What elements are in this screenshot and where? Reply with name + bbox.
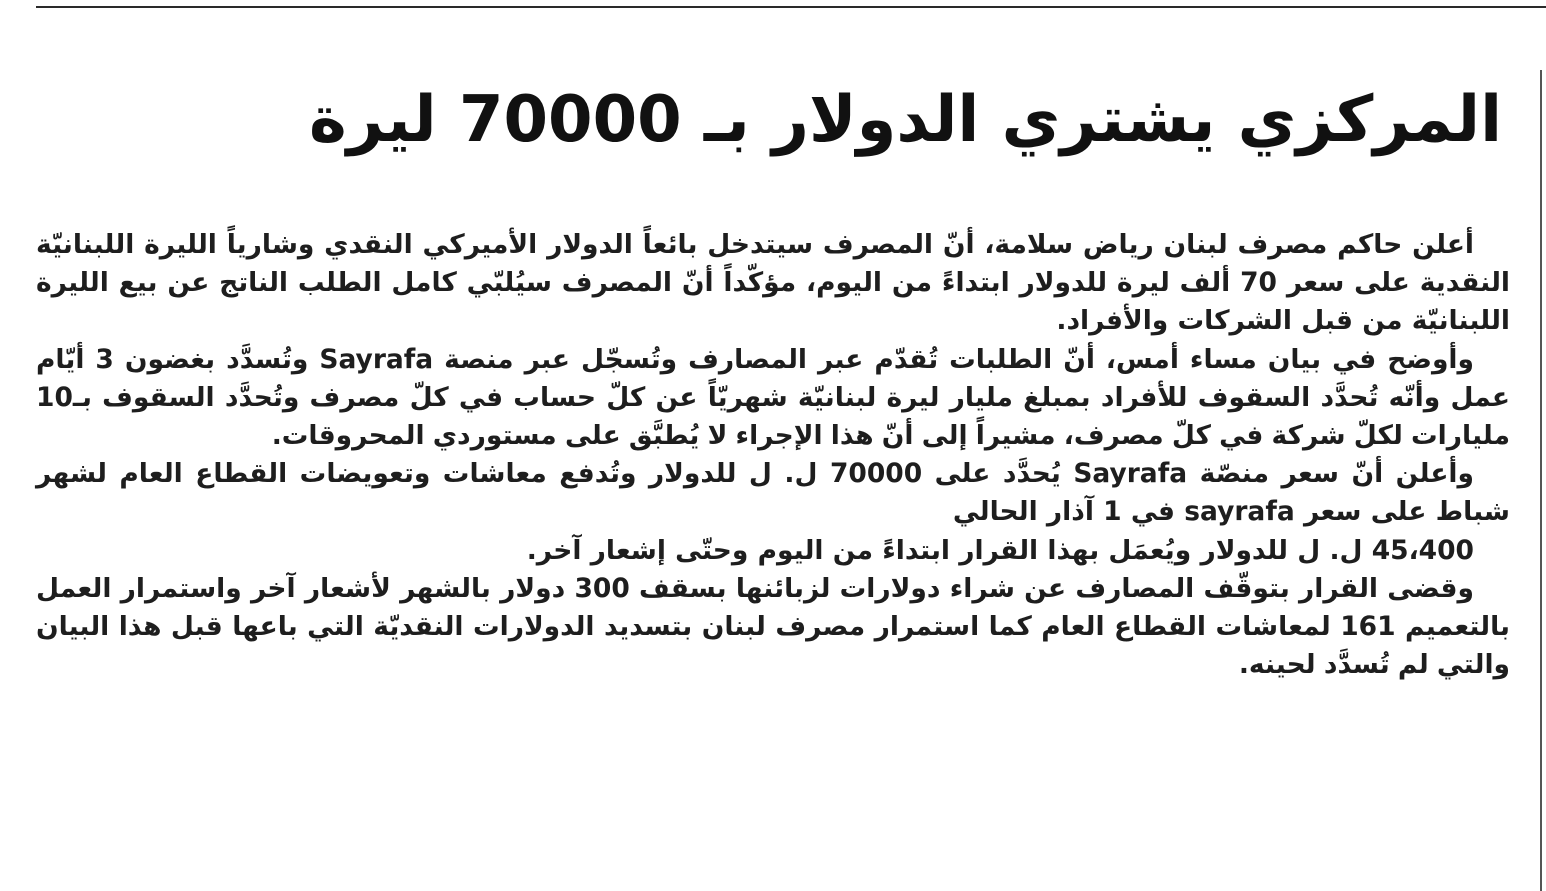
article-paragraph-5: وقضى القرار بتوقّف المصارف عن شراء دولارات لزبائنها بسقف 300 دولار بالشهر لأشعار آخر واستمرار العمل بالتعميم 161 لمعاشات القطاع العام كما استمرار مصرف لبنان بتسديد الدولارات النقديّة التي باعها قبل هذا البيان والتي لم تُسدَّد لحينه. xyxy=(36,572,1511,681)
article-paragraph-1: أعلن حاكم مصرف لبنان رياض سلامة، أنّ المصرف سيتدخل بائعاً الدولار الأميركي النقدي وشارياً الليرة اللبنانيّة النقدية على سعر 70 ألف ليرة للدولار ابتداءً من اليوم، مؤكّداً أنّ المصرف سيُلبّي كامل الطلب الناتج عن بيع الليرة اللبنانيّة من قبل الشركات والأفراد. xyxy=(36,229,1510,337)
news-article xyxy=(36,60,1510,684)
top-divider xyxy=(36,6,1546,8)
article-body xyxy=(36,226,1510,684)
article-paragraph-3: وأعلن أنّ سعر منصّة Sayrafa يُحدَّد على 70000 ل. ل للدولار وتُدفع معاشات وتعويضات القطاع العام لشهر شباط على سعر sayrafa في 1 آذار الحالي xyxy=(36,458,1510,528)
article-paragraph-4: 45،400 ل. ل للدولار ويُعمَل بهذا القرار ابتداءً من اليوم وحتّى إشعار آخر. xyxy=(526,534,1474,566)
article-paragraph-2: وأوضح في بيان مساء أمس، أنّ الطلبات تُقدّم عبر المصارف وتُسجّل عبر منصة Sayrafa وتُسدَّد بغضون 3 أيّام عمل وأنّه تُحدَّد السقوف للأفراد بمبلغ مليار ليرة لبنانيّة شهريّاً عن كلّ حساب في كلّ مصرف وتُحدَّد السقوف بـ10 مليارات لكلّ شركة في كلّ مصرف، مشيراً إلى أنّ هذا الإجراء لا يُطبَّق على مستوردي المحروقات. xyxy=(36,343,1510,452)
article-headline: المركزي يشتري الدولار بـ 70000 ليرة xyxy=(308,83,1502,157)
column-divider xyxy=(1540,70,1542,891)
